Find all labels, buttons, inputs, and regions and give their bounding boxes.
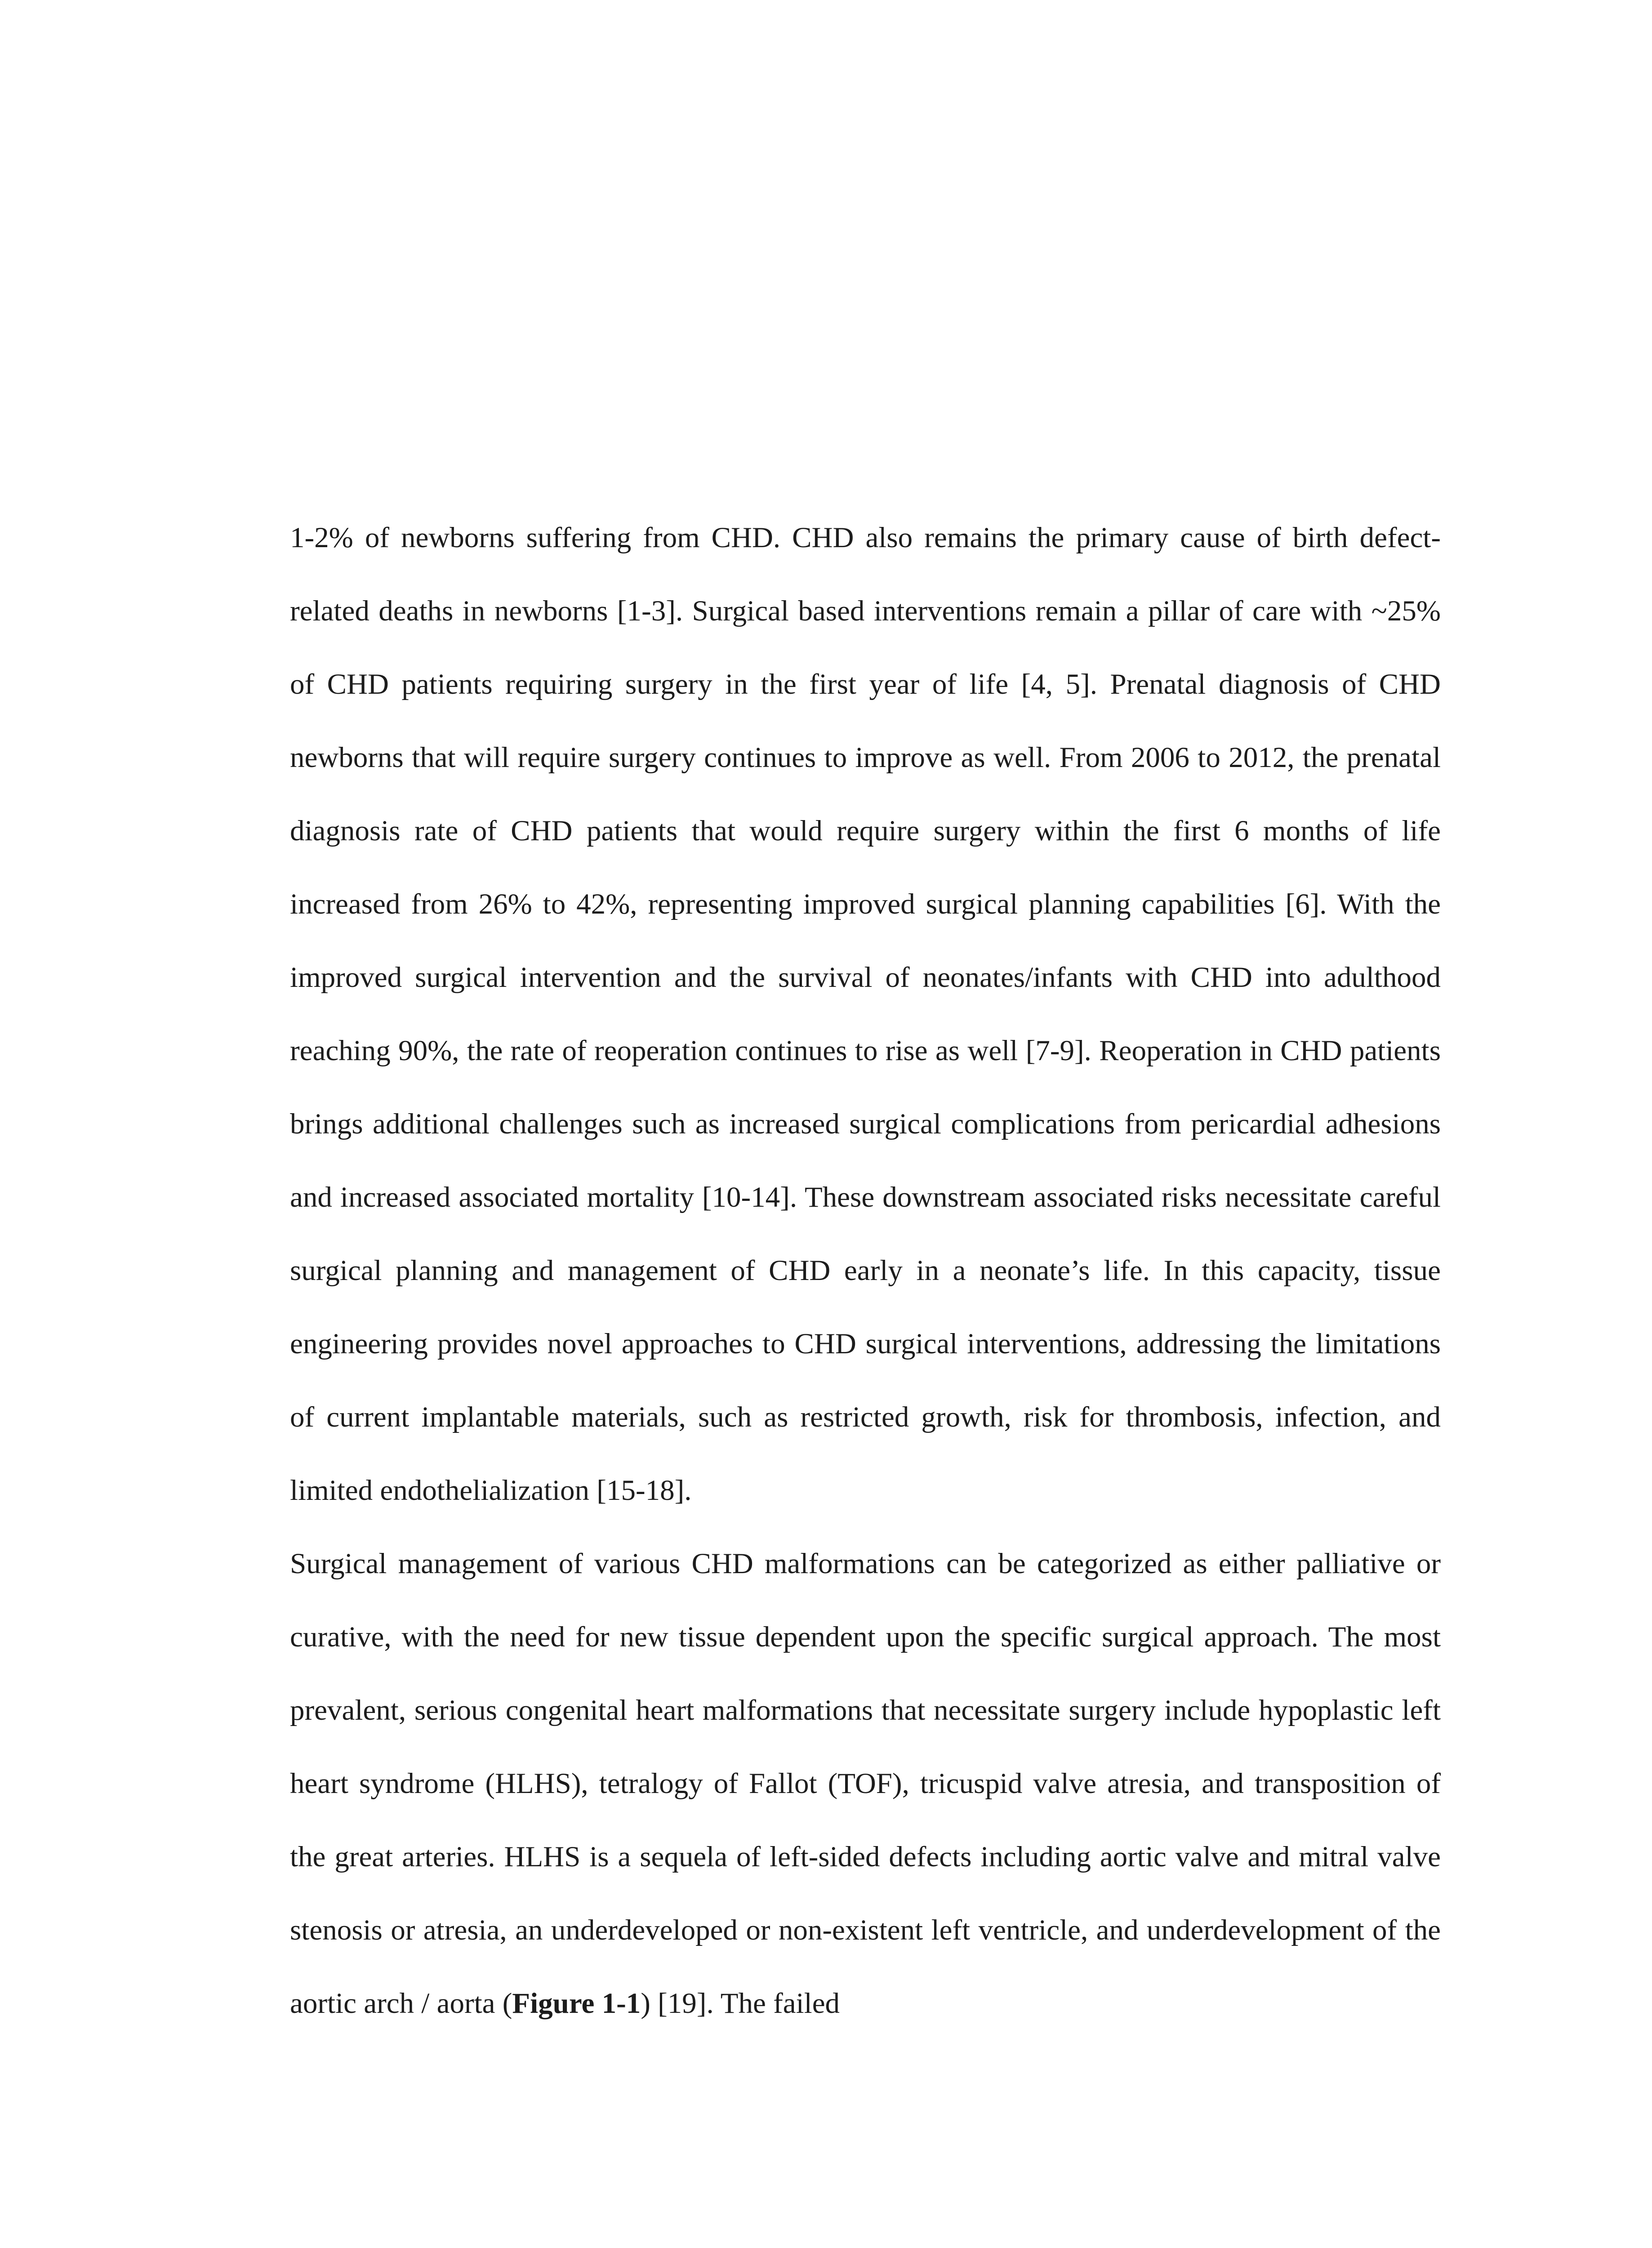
figure-reference: Figure 1-1 bbox=[512, 1987, 641, 2020]
paragraph-1: 1-2% of newborns suffering from CHD. CHD also remains the primary cause of birth defect-related deaths in newborns [1-3]. Surgical based interventions remain a pillar of care with ~25% of CHD patients requiring surgery in the first year of life [4, 5]. Prenatal diagnosis of CHD newborns that will require surgery continues to improve as well. From 2006 to 2012, the prenatal diagnosis rate of CHD patients that would require surgery within the first 6 months of life increased from 26% to 42%, representing improved surgical planning capabilities [6]. With the improved surgical intervention and the survival of neonates/infants with CHD into adulthood reaching 90%, the rate of reoperation continues to rise as well [7-9]. Reoperation in CHD patients brings additional challenges such as increased surgical complications from pericardial adhesions and increased associated mortality [10-14]. These downstream associated risks necessitate careful surgical planning and management of CHD early in a neonate’s life. In this capacity, tissue engineering provides novel approaches to CHD surgical interventions, addressing the limitations of current implantable materials, such as restricted growth, risk for thrombosis, infection, and limited endothelialization [15-18]. bbox=[290, 522, 1441, 1507]
paragraph-2-text-end: ) [19]. The failed bbox=[641, 1987, 840, 2020]
body-text bbox=[290, 501, 1441, 2040]
paragraph-2 bbox=[290, 1527, 1441, 2040]
paragraph-2-text: Surgical management of various CHD malformations can be categorized as either palliative or curative, with the need for new tissue dependent upon the specific surgical approach. The most prevalent, serious congenital heart malformations that necessitate surgery include hypoplastic left heart syndrome (HLHS), tetralogy of Fallot (TOF), tricuspid valve atresia, and transposition of the great arteries. HLHS is a sequela of left-sided defects including aortic valve and mitral valve stenosis or atresia, an underdeveloped or non-existent left ventricle, and underdevelopment of the aortic arch / aorta ( bbox=[290, 1548, 1441, 2020]
